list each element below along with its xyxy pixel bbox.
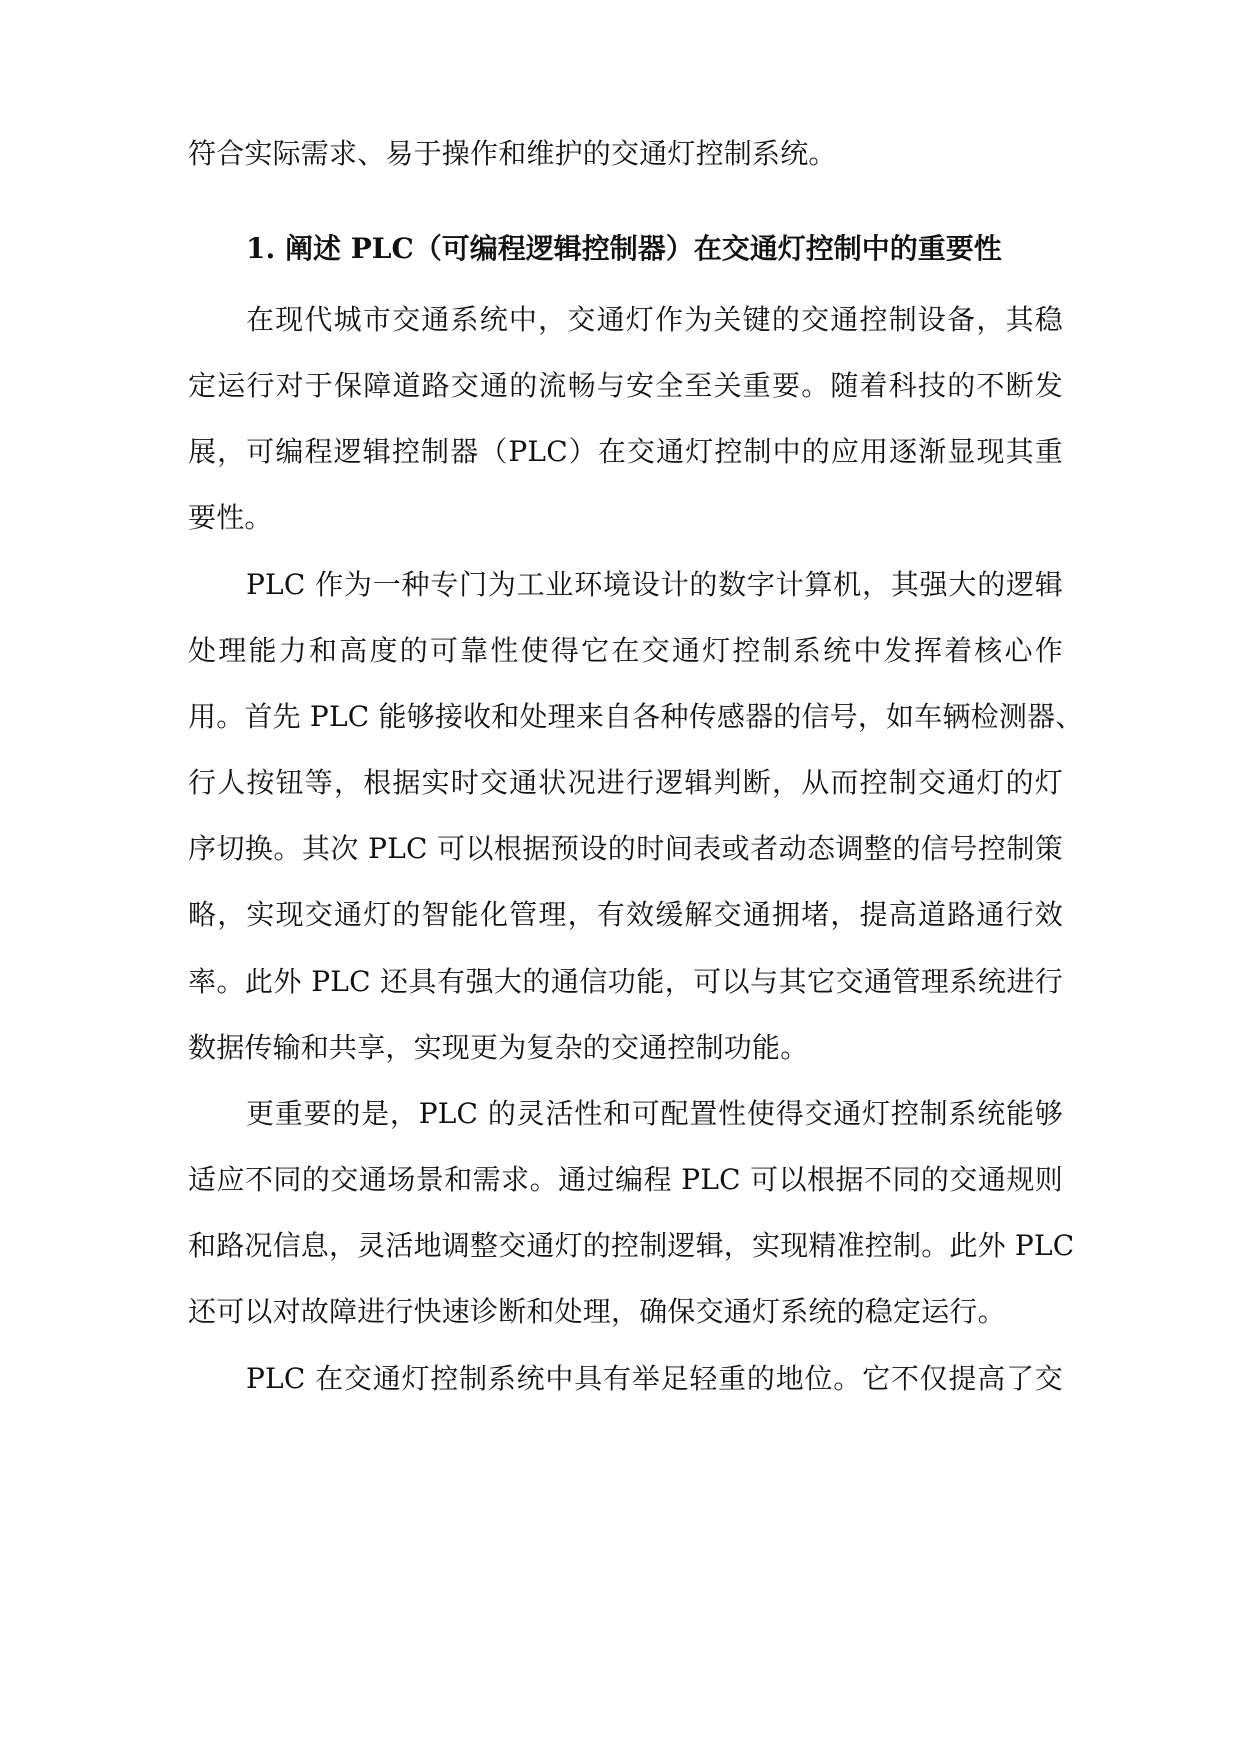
paragraph-line: 率。此外 PLC 还具有强大的通信功能，可以与其它交通管理系统进行 [188, 965, 1063, 998]
paragraph-line: 用。首先 PLC 能够接收和处理来自各种传感器的信号，如车辆检测器、 [188, 700, 1084, 733]
section-heading: 1. 阐述 PLC（可编程逻辑控制器）在交通灯控制中的重要性 [246, 232, 1002, 265]
paragraph-line: 行人按钮等，根据实时交通状况进行逻辑判断，从而控制交通灯的灯 [188, 766, 1063, 799]
paragraph-line: 适应不同的交通场景和需求。通过编程 PLC 可以根据不同的交通规则 [188, 1163, 1063, 1196]
paragraph-line: 要性。 [188, 501, 273, 534]
paragraph-line: 序切换。其次 PLC 可以根据预设的时间表或者动态调整的信号控制策 [188, 832, 1063, 865]
paragraph-line: 数据传输和共享，实现更为复杂的交通控制功能。 [188, 1031, 809, 1064]
paragraph-line: 展，可编程逻辑控制器（PLC）在交通灯控制中的应用逐渐显现其重 [188, 435, 1063, 468]
paragraph-line: PLC 作为一种专门为工业环境设计的数字计算机，其强大的逻辑 [246, 568, 1063, 601]
paragraph-line: 符合实际需求、易于操作和维护的交通灯控制系统。 [188, 137, 837, 170]
paragraph-line: 在现代城市交通系统中，交通灯作为关键的交通控制设备，其稳 [246, 303, 1063, 336]
paragraph-line: PLC 在交通灯控制系统中具有举足轻重的地位。它不仅提高了交 [246, 1362, 1063, 1395]
paragraph-line: 处理能力和高度的可靠性使得它在交通灯控制系统中发挥着核心作 [188, 634, 1063, 667]
paragraph-line: 还可以对故障进行快速诊断和处理，确保交通灯系统的稳定运行。 [188, 1295, 1006, 1328]
paragraph-line: 略，实现交通灯的智能化管理，有效缓解交通拥堵，提高道路通行效 [188, 898, 1063, 931]
paragraph-line: 和路况信息，灵活地调整交通灯的控制逻辑，实现精准控制。此外 PLC [188, 1229, 1075, 1262]
paragraph-line: 更重要的是，PLC 的灵活性和可配置性使得交通灯控制系统能够 [246, 1097, 1063, 1130]
paragraph-line: 定运行对于保障道路交通的流畅与安全至关重要。随着科技的不断发 [188, 369, 1063, 402]
